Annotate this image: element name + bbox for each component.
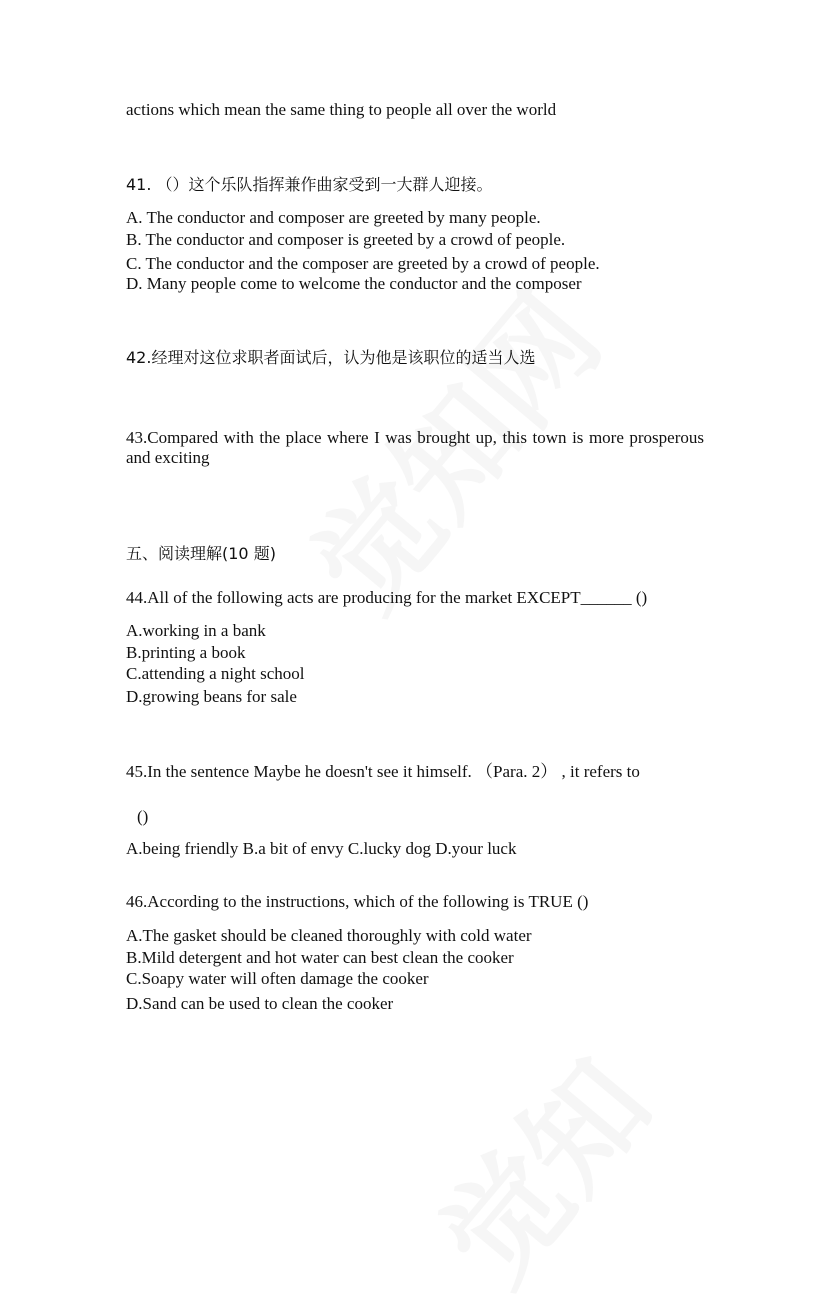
question-41-prompt: 41. （）这个乐队指挥兼作曲家受到一大群人迎接。 [126, 175, 493, 194]
question-43-prompt: 43.Compared with the place where I was brought up, this town is more prosperous and exciting [126, 428, 704, 467]
question-41-option-d: D. Many people come to welcome the conductor and the composer [126, 274, 582, 293]
question-46-option-c: C.Soapy water will often damage the cooker [126, 969, 429, 988]
question-44-prompt: 44.All of the following acts are producing for the market EXCEPT______ () [126, 588, 648, 607]
watermark-bottom [397, 1019, 683, 1313]
question-45-options: A.being friendly B.a bit of envy C.lucky dog D.your luck [126, 839, 517, 858]
question-41-option-a: A. The conductor and composer are greeted by many people. [126, 208, 541, 227]
question-44-option-a: A.working in a bank [126, 621, 266, 640]
question-46-option-d: D.Sand can be used to clean the cooker [126, 994, 394, 1013]
question-45-prompt: 45.In the sentence Maybe he doesn't see it himself. （Para. 2） , it refers to [126, 762, 640, 781]
question-44-option-b: B.printing a book [126, 643, 246, 662]
intro-line: actions which mean the same thing to people all over the world [126, 100, 557, 119]
question-46-prompt: 46.According to the instructions, which of the following is TRUE () [126, 892, 589, 911]
section-5-title: 五、阅读理解(10 题) [126, 544, 276, 563]
question-46-option-a: A.The gasket should be cleaned thoroughly with cold water [126, 926, 532, 945]
question-46-option-b: B.Mild detergent and hot water can best clean the cooker [126, 948, 514, 967]
question-44-option-d: D.growing beans for sale [126, 687, 297, 706]
question-44-option-c: C.attending a night school [126, 664, 305, 683]
question-42-prompt: 42.经理对这位求职者面试后，认为他是该职位的适当人选 [126, 348, 536, 367]
question-41-option-c: C. The conductor and the composer are greeted by a crowd of people. [126, 254, 600, 273]
question-45-answer-paren: () [137, 807, 149, 826]
question-41-option-b: B. The conductor and composer is greeted by a crowd of people. [126, 230, 566, 249]
